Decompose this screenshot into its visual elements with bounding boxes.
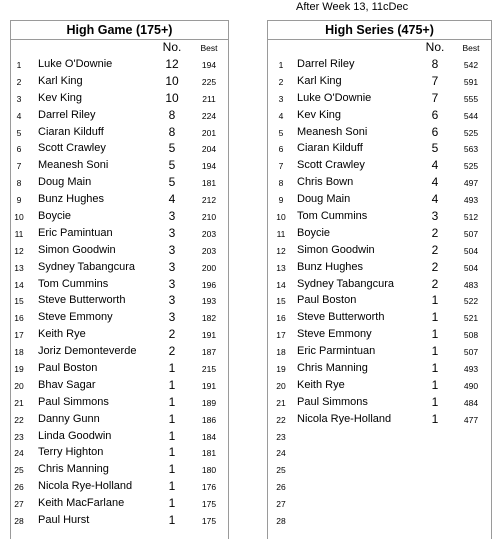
- rank-cell: 27: [276, 499, 286, 510]
- rank-cell: 5: [16, 127, 22, 138]
- name-cell: Sydney Tabangcura: [297, 277, 395, 290]
- rank-cell: 18: [14, 347, 24, 358]
- best-cell: 521: [463, 313, 479, 324]
- rank-cell: 14: [276, 279, 286, 290]
- rank-cell: 3: [278, 93, 284, 104]
- best-cell: 191: [201, 380, 217, 391]
- rank-cell: 7: [16, 161, 22, 172]
- rank-cell: 8: [16, 178, 22, 189]
- count-cell: 1: [168, 428, 176, 443]
- table-row: [11, 344, 228, 361]
- count-cell: 1: [168, 445, 176, 460]
- rank-cell: 22: [14, 414, 24, 425]
- best-cell: 196: [201, 279, 217, 290]
- table-row: [268, 327, 491, 344]
- name-cell: Simon Goodwin: [38, 243, 116, 256]
- name-cell: Eric Parmintuan: [297, 345, 376, 358]
- table-row: [268, 91, 491, 108]
- rank-cell: 2: [16, 76, 22, 87]
- column-header-best: Best: [462, 43, 480, 53]
- table-row: [268, 209, 491, 226]
- table-row: [268, 141, 491, 158]
- table-row: [11, 445, 228, 462]
- table-row: [11, 260, 228, 277]
- name-cell: Steve Butterworth: [297, 311, 385, 324]
- name-cell: Chris Manning: [297, 362, 368, 375]
- best-cell: 484: [463, 397, 479, 408]
- count-cell: 1: [168, 394, 176, 409]
- count-cell: 2: [168, 344, 176, 359]
- count-cell: 2: [168, 327, 176, 342]
- name-cell: Luke O'Downie: [38, 58, 113, 70]
- rank-cell: 21: [14, 397, 24, 408]
- count-cell: 4: [431, 158, 439, 173]
- count-cell: 1: [431, 411, 439, 426]
- name-cell: Simon Goodwin: [297, 243, 375, 256]
- count-cell: 1: [168, 361, 176, 376]
- count-cell: 2: [431, 259, 439, 274]
- table-row: [11, 57, 228, 74]
- rank-cell: 12: [14, 245, 24, 256]
- name-cell: Terry Highton: [38, 446, 104, 459]
- count-cell: 3: [168, 276, 176, 291]
- count-cell: 6: [431, 124, 439, 139]
- name-cell: Paul Hurst: [38, 514, 90, 527]
- best-cell: 483: [463, 279, 479, 290]
- table-row: [11, 108, 228, 125]
- rank-cell: 1: [278, 60, 284, 70]
- name-cell: Ciaran Kilduff: [297, 142, 363, 155]
- name-cell: Nicola Rye-Holland: [297, 412, 392, 425]
- count-cell: 10: [165, 73, 179, 88]
- best-cell: 210: [201, 212, 217, 223]
- rank-cell: 28: [14, 516, 24, 527]
- name-cell: Scott Crawley: [297, 159, 365, 172]
- table-row: [11, 175, 228, 192]
- count-cell: 12: [165, 57, 179, 71]
- rank-cell: 26: [14, 482, 24, 493]
- rank-cell: 23: [14, 431, 24, 442]
- best-cell: 203: [201, 228, 217, 239]
- rank-cell: 6: [16, 144, 22, 155]
- name-cell: Keith MacFarlane: [38, 497, 125, 510]
- count-cell: 1: [431, 394, 439, 409]
- best-cell: 493: [463, 195, 479, 206]
- name-cell: Boycie: [297, 226, 331, 239]
- name-cell: Eric Pamintuan: [38, 226, 113, 239]
- count-cell: 1: [431, 361, 439, 376]
- name-cell: Steve Butterworth: [38, 294, 126, 307]
- best-cell: 180: [201, 465, 217, 476]
- rank-cell: 26: [276, 482, 286, 493]
- rank-cell: 20: [276, 380, 286, 391]
- name-cell: Meanesh Soni: [38, 159, 109, 172]
- high-series-header-row: [268, 40, 491, 57]
- rank-cell: 10: [276, 212, 286, 223]
- table-row: [268, 395, 491, 412]
- best-cell: 186: [201, 414, 217, 425]
- name-cell: Kev King: [38, 91, 83, 104]
- best-cell: 194: [201, 60, 217, 70]
- table-row: [268, 277, 491, 294]
- best-cell: 508: [463, 330, 479, 341]
- column-header-best: Best: [200, 43, 218, 53]
- table-row: [268, 175, 491, 192]
- name-cell: Kev King: [297, 108, 342, 121]
- rank-cell: 27: [14, 499, 24, 510]
- best-cell: 203: [201, 245, 217, 256]
- high-game-title: High Game (175+): [11, 21, 228, 40]
- name-cell: Doug Main: [38, 176, 92, 189]
- count-cell: 2: [431, 242, 439, 257]
- count-cell: 5: [431, 141, 439, 156]
- rank-cell: 23: [276, 431, 286, 442]
- table-row: [268, 378, 491, 395]
- rank-cell: 18: [276, 347, 286, 358]
- rank-cell: 8: [278, 178, 284, 189]
- best-cell: 525: [463, 127, 479, 138]
- count-cell: 1: [431, 377, 439, 392]
- rank-cell: 24: [276, 448, 286, 459]
- best-cell: 193: [201, 296, 217, 307]
- name-cell: Paul Simmons: [38, 395, 109, 408]
- name-cell: Karl King: [297, 74, 342, 87]
- column-header-no: No.: [162, 40, 182, 54]
- table-row: [11, 395, 228, 412]
- rank-cell: 21: [276, 397, 286, 408]
- table-row: [268, 496, 491, 513]
- rank-cell: 15: [276, 296, 286, 307]
- table-row: [11, 378, 228, 395]
- count-cell: 3: [168, 242, 176, 257]
- count-cell: 1: [168, 479, 176, 494]
- rank-cell: 4: [278, 110, 284, 121]
- best-cell: 215: [201, 364, 217, 375]
- table-row: [11, 412, 228, 429]
- column-header-no: No.: [425, 40, 445, 54]
- rank-cell: 2: [278, 76, 284, 87]
- count-cell: 1: [168, 411, 176, 426]
- best-cell: 544: [463, 110, 479, 121]
- high-game-rows: [11, 57, 228, 530]
- best-cell: 507: [463, 228, 479, 239]
- name-cell: Bunz Hughes: [297, 260, 364, 273]
- table-row: [268, 57, 491, 74]
- table-row: [11, 125, 228, 142]
- rank-cell: 14: [14, 279, 24, 290]
- name-cell: Tom Cummins: [297, 210, 368, 223]
- best-cell: 182: [201, 313, 217, 324]
- count-cell: 3: [168, 209, 176, 224]
- high-series-title: High Series (475+): [268, 21, 491, 40]
- best-cell: 211: [202, 93, 216, 104]
- table-row: [11, 243, 228, 260]
- name-cell: Keith Rye: [297, 378, 345, 391]
- table-row: [268, 226, 491, 243]
- name-cell: Scott Crawley: [38, 142, 106, 155]
- count-cell: 6: [431, 107, 439, 122]
- name-cell: Ciaran Kilduff: [38, 125, 104, 138]
- count-cell: 1: [431, 327, 439, 342]
- table-row: [268, 344, 491, 361]
- best-cell: 493: [463, 364, 479, 375]
- count-cell: 5: [168, 175, 176, 190]
- best-cell: 522: [463, 296, 479, 307]
- table-row: [268, 108, 491, 125]
- rank-cell: 15: [14, 296, 24, 307]
- name-cell: Sydney Tabangcura: [38, 260, 136, 273]
- best-cell: 175: [201, 516, 217, 527]
- best-cell: 201: [201, 127, 217, 138]
- count-cell: 5: [168, 141, 176, 156]
- name-cell: Joriz Demonteverde: [38, 345, 137, 358]
- name-cell: Bhav Sagar: [38, 378, 96, 391]
- best-cell: 181: [201, 448, 217, 459]
- rank-cell: 7: [278, 161, 284, 172]
- best-cell: 212: [201, 195, 217, 206]
- table-row: [11, 293, 228, 310]
- count-cell: 10: [165, 90, 179, 105]
- count-cell: 3: [168, 225, 176, 240]
- count-cell: 1: [431, 310, 439, 325]
- table-row: [11, 513, 228, 530]
- best-cell: 181: [201, 178, 217, 189]
- table-row: [268, 479, 491, 496]
- table-row: [11, 74, 228, 91]
- count-cell: 8: [431, 57, 439, 71]
- name-cell: Darrel Riley: [38, 108, 96, 121]
- count-cell: 7: [431, 73, 439, 88]
- table-row: [11, 91, 228, 108]
- count-cell: 1: [168, 496, 176, 511]
- rank-cell: 16: [276, 313, 286, 324]
- best-cell: 191: [201, 330, 217, 341]
- best-cell: 224: [201, 110, 217, 121]
- best-cell: 175: [201, 499, 217, 510]
- count-cell: 5: [168, 158, 176, 173]
- table-row: [268, 310, 491, 327]
- table-row: [268, 243, 491, 260]
- table-row: [11, 192, 228, 209]
- name-cell: Bunz Hughes: [38, 193, 105, 206]
- table-row: [268, 361, 491, 378]
- report-subtitle: After Week 13, 11cDec: [296, 1, 409, 13]
- best-cell: 189: [201, 397, 217, 408]
- rank-cell: 25: [14, 465, 24, 476]
- best-cell: 490: [463, 380, 479, 391]
- count-cell: 3: [431, 209, 439, 224]
- name-cell: Paul Simmons: [297, 395, 368, 408]
- table-row: [268, 260, 491, 277]
- best-cell: 204: [201, 144, 217, 155]
- table-row: [11, 327, 228, 344]
- name-cell: Meanesh Soni: [297, 125, 368, 138]
- name-cell: Steve Emmony: [297, 328, 372, 341]
- count-cell: 4: [431, 192, 439, 207]
- table-row: [11, 277, 228, 294]
- rank-cell: 9: [278, 195, 284, 206]
- count-cell: 1: [168, 377, 176, 392]
- name-cell: Doug Main: [297, 193, 351, 206]
- name-cell: Paul Boston: [297, 294, 357, 307]
- table-row: [11, 310, 228, 327]
- rank-cell: 6: [278, 144, 284, 155]
- name-cell: Linda Goodwin: [38, 429, 112, 442]
- count-cell: 2: [431, 225, 439, 240]
- table-row: [268, 513, 491, 530]
- name-cell: Chris Manning: [38, 463, 109, 476]
- count-cell: 3: [168, 259, 176, 274]
- table-row: [268, 412, 491, 429]
- table-row: [268, 125, 491, 142]
- name-cell: Keith Rye: [38, 328, 86, 341]
- best-cell: 200: [201, 262, 217, 273]
- table-row: [11, 462, 228, 479]
- best-cell: 507: [463, 347, 479, 358]
- count-cell: 3: [168, 293, 176, 308]
- rank-cell: 11: [14, 228, 24, 239]
- best-cell: 525: [463, 161, 479, 172]
- name-cell: Paul Boston: [38, 362, 98, 375]
- best-cell: 563: [463, 144, 479, 155]
- count-cell: 2: [431, 276, 439, 291]
- table-row: [268, 293, 491, 310]
- count-cell: 7: [431, 90, 439, 105]
- best-cell: 187: [201, 347, 217, 358]
- table-row: [11, 226, 228, 243]
- table-row: [268, 445, 491, 462]
- rank-cell: 19: [276, 364, 286, 375]
- name-cell: Karl King: [38, 74, 83, 87]
- best-cell: 194: [201, 161, 217, 172]
- count-cell: 4: [431, 175, 439, 190]
- name-cell: Chris Bown: [297, 176, 354, 189]
- count-cell: 8: [168, 124, 176, 139]
- rank-cell: 22: [276, 414, 286, 425]
- rank-cell: 25: [276, 465, 286, 476]
- name-cell: Boycie: [38, 210, 72, 223]
- rank-cell: 19: [14, 364, 24, 375]
- best-cell: 512: [463, 212, 479, 223]
- rank-cell: 10: [14, 212, 24, 223]
- rank-cell: 28: [276, 516, 286, 527]
- name-cell: Luke O'Downie: [297, 91, 372, 104]
- name-cell: Tom Cummins: [38, 277, 109, 290]
- count-cell: 1: [168, 462, 176, 477]
- table-row: [11, 496, 228, 513]
- table-row: [268, 192, 491, 209]
- best-cell: 504: [463, 245, 479, 256]
- best-cell: 176: [201, 482, 217, 493]
- high-series-panel: [267, 20, 492, 539]
- best-cell: 591: [463, 76, 479, 87]
- rank-cell: 17: [276, 330, 286, 341]
- name-cell: Nicola Rye-Holland: [38, 480, 133, 493]
- rank-cell: 9: [16, 195, 22, 206]
- best-cell: 477: [463, 414, 479, 425]
- best-cell: 504: [463, 262, 479, 273]
- table-row: [11, 429, 228, 446]
- count-cell: 1: [168, 513, 176, 528]
- name-cell: Steve Emmony: [38, 311, 113, 324]
- best-cell: 184: [201, 431, 217, 442]
- best-cell: 555: [463, 93, 479, 104]
- table-row: [11, 209, 228, 226]
- rank-cell: 12: [276, 245, 286, 256]
- rank-cell: 1: [16, 60, 22, 70]
- table-row: [11, 479, 228, 496]
- count-cell: 3: [168, 310, 176, 325]
- rank-cell: 4: [16, 110, 22, 121]
- best-cell: 542: [463, 60, 479, 70]
- rank-cell: 24: [14, 448, 24, 459]
- name-cell: Darrel Riley: [297, 58, 355, 70]
- best-cell: 225: [201, 76, 217, 87]
- table-row: [11, 158, 228, 175]
- rank-cell: 13: [276, 262, 286, 273]
- high-game-header-row: [11, 40, 228, 57]
- count-cell: 4: [168, 192, 176, 207]
- table-row: [268, 462, 491, 479]
- table-row: [268, 429, 491, 446]
- count-cell: 8: [168, 107, 176, 122]
- rank-cell: 13: [14, 262, 24, 273]
- rank-cell: 17: [14, 330, 24, 341]
- table-row: [11, 361, 228, 378]
- rank-cell: 3: [16, 93, 22, 104]
- rank-cell: 5: [278, 127, 284, 138]
- count-cell: 1: [431, 344, 439, 359]
- table-row: [268, 158, 491, 175]
- high-series-rows: [268, 57, 491, 530]
- table-row: [268, 74, 491, 91]
- count-cell: 1: [431, 293, 439, 308]
- table-row: [11, 141, 228, 158]
- rank-cell: 16: [14, 313, 24, 324]
- high-game-panel: [10, 20, 229, 539]
- name-cell: Danny Gunn: [38, 412, 100, 425]
- rank-cell: 20: [14, 380, 24, 391]
- rank-cell: 11: [276, 228, 286, 239]
- best-cell: 497: [463, 178, 479, 189]
